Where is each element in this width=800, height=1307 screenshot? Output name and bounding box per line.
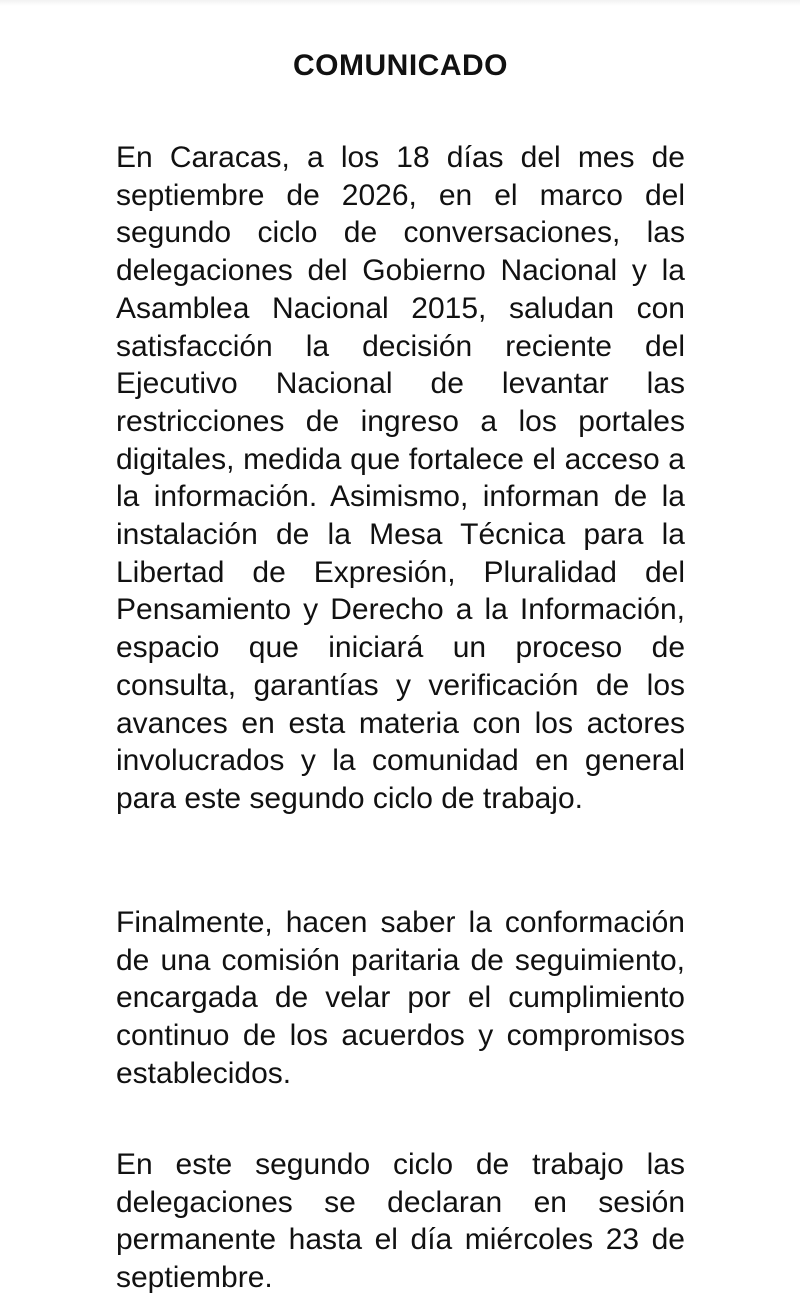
paragraph-session: En este segundo ciclo de trabajo las delegaciones se declaran en sesión permanente hasta el día miércoles 23 de septiembre.: [116, 1148, 685, 1295]
paragraph-commission: Finalmente, hacen saber la conformación de una comisión paritaria de seguimiento, encargada de velar por el cumplimiento continuo de los acuerdos y compromisos establecidos.: [116, 906, 685, 1090]
paragraph-opening: En Caracas, a los 18 días del mes de septiembre de 2026, en el marco del segundo ciclo de conversaciones, las delegaciones del Gobierno Nacional y la Asamblea Nacional 2015, saludan con satisfacción la decisión reciente del Ejecutivo Nacional de levantar las restricciones de ingreso a los portales digitales, medida que fortalece el acceso a la información. Asimismo, informan de la instalación de la Mesa Técnica para la Libertad de Expresión, Pluralidad del Pensamiento y Derecho a la Información, espacio que iniciará un proceso de consulta, garantías y verificación de los avances en esta materia con los actores involucrados y la comunidad en general para este segundo ciclo de trabajo.: [116, 141, 685, 815]
document-title: COMUNICADO: [293, 49, 508, 82]
top-edge-shadow: [0, 0, 800, 6]
